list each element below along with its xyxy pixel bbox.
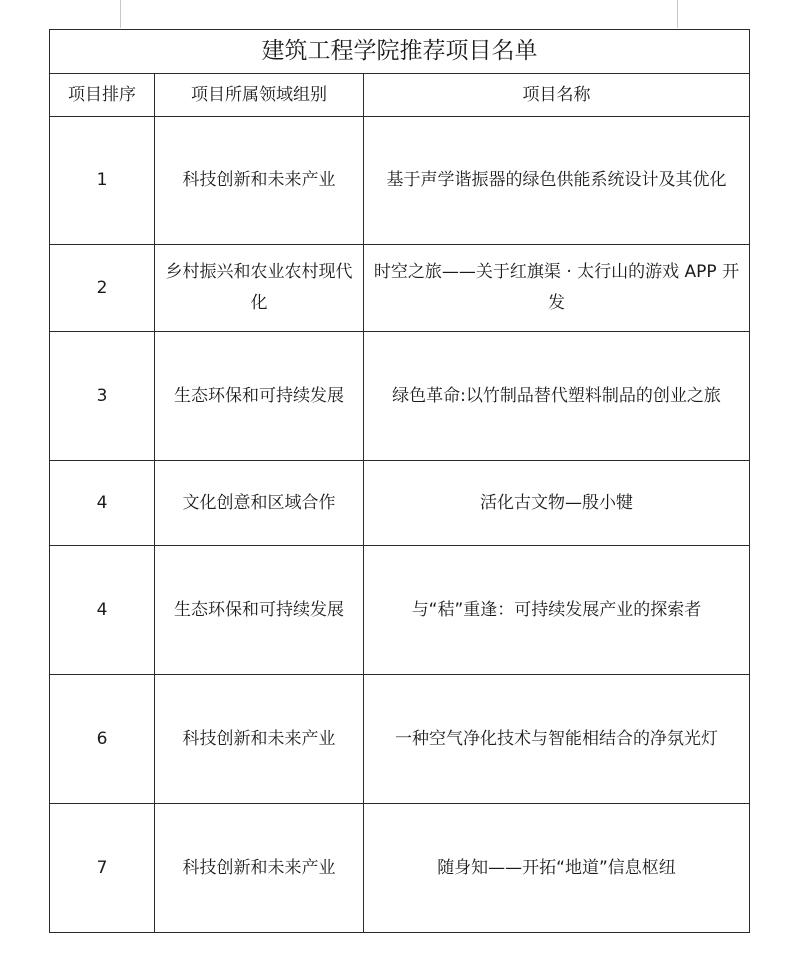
row-rank: 2 bbox=[50, 245, 155, 332]
table-row bbox=[50, 461, 750, 546]
row-category: 乡村振兴和农业农村现代化 bbox=[155, 245, 364, 332]
row-rank: 4 bbox=[50, 461, 155, 546]
table-title: 建筑工程学院推荐项目名单 bbox=[50, 30, 750, 74]
row-rank: 1 bbox=[50, 117, 155, 245]
row-category: 文化创意和区域合作 bbox=[155, 461, 364, 546]
row-rank: 7 bbox=[50, 804, 155, 933]
row-project-name: 随身知——开拓“地道”信息枢纽 bbox=[364, 804, 750, 933]
row-category: 科技创新和未来产业 bbox=[155, 117, 364, 245]
header-row bbox=[50, 74, 750, 117]
row-project-name: 绿色革命:以竹制品替代塑料制品的创业之旅 bbox=[364, 332, 750, 461]
row-project-name: 时空之旅——关于红旗渠 · 太行山的游戏 APP 开发 bbox=[364, 245, 750, 332]
table-row bbox=[50, 117, 750, 245]
row-category: 生态环保和可持续发展 bbox=[155, 546, 364, 675]
table-row bbox=[50, 245, 750, 332]
row-project-name: 活化古文物—殷小犍 bbox=[364, 461, 750, 546]
table-row bbox=[50, 675, 750, 804]
row-rank: 4 bbox=[50, 546, 155, 675]
row-category: 生态环保和可持续发展 bbox=[155, 332, 364, 461]
row-rank: 3 bbox=[50, 332, 155, 461]
row-project-name: 基于声学谐振器的绿色供能系统设计及其优化 bbox=[364, 117, 750, 245]
row-category: 科技创新和未来产业 bbox=[155, 804, 364, 933]
table-row bbox=[50, 804, 750, 933]
page-margin-mark-right bbox=[677, 0, 678, 28]
header-category: 项目所属领域组别 bbox=[155, 74, 364, 117]
recommended-projects-table bbox=[49, 29, 750, 933]
table-row bbox=[50, 332, 750, 461]
page-margin-mark-left bbox=[120, 0, 121, 28]
row-project-name: 与“秸”重逢：可持续发展产业的探索者 bbox=[364, 546, 750, 675]
row-category: 科技创新和未来产业 bbox=[155, 675, 364, 804]
row-rank: 6 bbox=[50, 675, 155, 804]
table-row bbox=[50, 546, 750, 675]
header-project-name: 项目名称 bbox=[364, 74, 750, 117]
header-rank: 项目排序 bbox=[50, 74, 155, 117]
row-project-name: 一种空气净化技术与智能相结合的净氛光灯 bbox=[364, 675, 750, 804]
